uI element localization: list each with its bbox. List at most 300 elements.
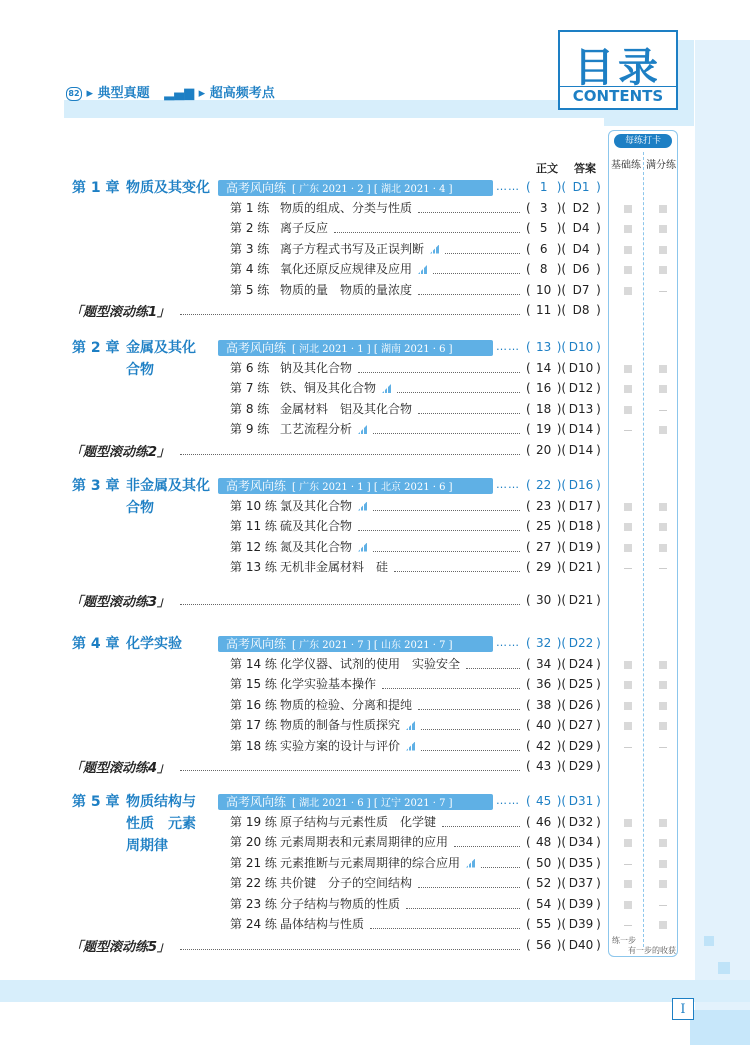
answer-page: D25 [568, 677, 594, 691]
paren: ) [596, 718, 601, 732]
paren: )( [556, 759, 567, 773]
checkin-panel-title: 每练打卡 [614, 134, 672, 148]
rolling-practice-title[interactable]: 「题型滚动练4」 [70, 761, 171, 776]
leader-dots [445, 252, 520, 254]
paren: ) [596, 180, 601, 194]
frequency-bars-icon [406, 721, 415, 730]
paren: ( [526, 498, 531, 513]
chapter-title-line3: 周期律 [126, 838, 168, 854]
paren: ( [526, 855, 531, 870]
exercise-title: 氯及其化合物 [280, 498, 353, 513]
text-page: 29 [536, 560, 552, 574]
brand-logo-icon: 82 [66, 87, 82, 101]
text-page: 54 [536, 896, 552, 911]
answer-page: D2 [572, 200, 590, 215]
checkbox-basic[interactable] [624, 681, 632, 689]
paren: ) [596, 855, 601, 870]
paren: ( [526, 200, 531, 215]
leader-dots: …… [496, 794, 520, 807]
checkbox-basic[interactable] [624, 266, 632, 274]
trend-practice-bar[interactable] [218, 478, 493, 494]
checkbox-basic[interactable] [624, 365, 632, 373]
checkbox-full[interactable] [659, 205, 667, 213]
paren: ( [526, 478, 531, 492]
leader-dots [180, 603, 520, 605]
checkbox-basic-na [624, 430, 632, 431]
trend-practice-label: 高考风向练 [226, 795, 287, 809]
checkbox-full[interactable] [659, 385, 667, 393]
text-page: 34 [536, 656, 552, 671]
checkbox-full[interactable] [659, 365, 667, 373]
answer-page: D14 [568, 422, 594, 436]
checkbox-basic[interactable] [624, 385, 632, 393]
paren: ) [596, 401, 601, 416]
page-ref [526, 303, 606, 317]
paren: ( [526, 718, 531, 732]
paren: ) [596, 539, 601, 554]
page-ref [526, 361, 606, 375]
trend-practice-label: 高考风向练 [226, 637, 287, 651]
exercise-number: 第 19 练 [230, 814, 277, 829]
checkbox-basic-na [624, 747, 632, 748]
frequency-bars-icon [382, 384, 391, 393]
page-ref [526, 201, 606, 215]
paren: ( [526, 896, 531, 911]
trend-practice-label: 高考风向练 [226, 479, 287, 493]
text-page: 20 [536, 442, 552, 457]
rolling-practice-title[interactable]: 「题型滚动练3」 [70, 594, 171, 610]
text-page: 19 [536, 422, 552, 436]
paren: ) [596, 262, 601, 276]
exercise-title: 共价键 分子的空间结构 [280, 876, 413, 890]
col-full-label: 满分练 [646, 160, 676, 171]
chapter-number: 第 4 章 [72, 636, 120, 652]
leader-dots [373, 509, 520, 511]
trend-practice-sources: [ 广东 2021 · 2 ] [ 湖北 2021 · 4 ] [292, 184, 453, 195]
checkbox-full[interactable] [659, 819, 667, 827]
checkbox-basic[interactable] [624, 225, 632, 233]
page-ref [526, 478, 606, 492]
answer-page: D13 [568, 401, 594, 416]
text-page: 11 [536, 303, 552, 317]
arrow-icon: ▸ [198, 86, 206, 101]
text-page: 25 [536, 519, 552, 533]
exercise-entry[interactable] [230, 737, 415, 755]
text-page: 40 [536, 718, 552, 732]
paren: ) [596, 738, 601, 753]
trend-practice-bar[interactable] [218, 180, 493, 196]
rolling-practice-title[interactable]: 「题型滚动练2」 [70, 444, 171, 460]
paren: ( [526, 759, 531, 773]
exercise-entry[interactable] [230, 400, 412, 418]
answer-page: D39 [568, 896, 594, 911]
answer-page: D39 [568, 917, 594, 931]
page-ref [526, 876, 606, 890]
page-ref [526, 856, 606, 870]
exercise-number: 第 10 练 [230, 498, 277, 513]
exercise-number: 第 18 练 [230, 738, 277, 753]
answer-page: D10 [568, 340, 594, 354]
trend-practice-sources: [ 湖北 2021 · 6 ] [ 辽宁 2021 · 7 ] [292, 798, 453, 809]
page-ref [526, 283, 606, 297]
page-ref [526, 560, 606, 574]
paren: ) [596, 759, 601, 773]
text-page: 30 [536, 592, 552, 607]
chapter-number: 第 3 章 [72, 478, 120, 494]
checkbox-full-na [659, 568, 667, 569]
paren: )( [556, 442, 567, 457]
paren: ) [596, 896, 601, 911]
answer-page: D29 [568, 759, 594, 773]
paren: ) [596, 422, 601, 436]
exercise-title: 物质的制备与性质探究 [280, 718, 401, 732]
page-ref [526, 718, 606, 732]
exercise-number: 第 11 练 [230, 519, 277, 533]
exercise-entry[interactable] [230, 219, 328, 237]
header-band [64, 100, 604, 118]
paren: ) [596, 560, 601, 574]
checkbox-basic[interactable] [624, 205, 632, 213]
paren: ) [596, 794, 601, 808]
paren: ) [596, 200, 601, 215]
paren: )( [556, 876, 567, 890]
page-ref [526, 794, 606, 808]
page-ref [526, 657, 606, 671]
trend-practice-bar[interactable] [218, 794, 493, 810]
exercise-entry[interactable] [230, 240, 439, 258]
checkbox-basic[interactable] [624, 287, 632, 295]
leader-dots [481, 866, 520, 868]
answer-page: D21 [568, 592, 594, 607]
exercise-entry[interactable] [230, 281, 412, 299]
rolling-practice-title[interactable]: 「题型滚动练1」 [70, 305, 171, 320]
checkbox-basic-na [624, 864, 632, 865]
footer-band [0, 980, 750, 1002]
frequency-bars-icon [430, 245, 439, 254]
checkbox-basic[interactable] [624, 544, 632, 552]
answer-page: D24 [568, 656, 594, 671]
checkbox-full[interactable] [659, 544, 667, 552]
text-page: 55 [536, 917, 552, 931]
checkbox-basic-na [624, 925, 632, 926]
paren: ) [596, 937, 601, 952]
text-page: 13 [536, 340, 552, 354]
paren: )( [556, 498, 567, 513]
exercise-entry[interactable] [230, 874, 412, 892]
paren: )( [556, 738, 567, 753]
page-ref [526, 739, 606, 753]
leader-dots [180, 769, 520, 771]
leader-dots [418, 211, 520, 213]
text-page: 45 [536, 794, 552, 808]
exercise-number: 第 7 练 [230, 381, 270, 395]
chapter-heading [72, 177, 217, 199]
answer-page: D4 [572, 241, 590, 256]
chapter-number: 第 5 章 [72, 794, 120, 810]
answer-page: D7 [572, 282, 590, 297]
checkbox-full[interactable] [659, 266, 667, 274]
exercise-entry[interactable] [230, 497, 367, 515]
checkbox-full[interactable] [659, 523, 667, 531]
leader-dots [373, 432, 520, 434]
checkbox-full[interactable] [659, 681, 667, 689]
page-title-en: CONTENTS [560, 86, 676, 105]
answer-page: D18 [568, 519, 594, 533]
paren: ( [526, 241, 531, 256]
trend-practice-bar[interactable] [218, 340, 493, 356]
text-page: 50 [536, 855, 552, 870]
paren: ( [526, 401, 531, 416]
exercise-entry[interactable] [230, 915, 364, 933]
checkbox-full-na [659, 905, 667, 906]
paren: ( [526, 340, 531, 354]
exercise-entry[interactable] [230, 716, 415, 734]
answer-page: D29 [568, 738, 594, 753]
paren: )( [556, 381, 567, 395]
frequency-bars-icon [358, 425, 367, 434]
exercise-title: 实验方案的设计与评价 [280, 738, 401, 753]
text-page: 43 [536, 759, 552, 773]
checkbox-basic[interactable] [624, 722, 632, 730]
paren: ) [596, 677, 601, 691]
chapter-title-line2: 性质 元素 [126, 816, 196, 832]
answer-page: D16 [568, 478, 594, 492]
paren: ( [526, 876, 531, 890]
series-left-text: 典型真题 [97, 86, 150, 101]
paren: )( [556, 478, 567, 492]
leader-dots [358, 371, 520, 373]
text-page: 22 [536, 478, 552, 492]
deco-square [718, 962, 730, 974]
checkbox-basic[interactable] [624, 819, 632, 827]
exercise-title: 钠及其化合物 [280, 360, 353, 375]
paren: ( [526, 422, 531, 436]
paren: ( [526, 519, 531, 533]
answer-page: D21 [568, 560, 594, 574]
paren: ( [526, 917, 531, 931]
exercise-title: 金属材料 铝及其化合物 [280, 401, 413, 416]
exercise-number: 第 6 练 [230, 360, 270, 375]
paren: ( [526, 794, 531, 808]
trend-practice-label: 高考风向练 [226, 341, 287, 355]
paren: )( [556, 896, 567, 911]
paren: )( [556, 636, 567, 650]
chapter-title: 物质及其变化 [126, 180, 210, 196]
page-ref [526, 519, 606, 533]
trend-practice-bar[interactable] [218, 636, 493, 652]
chapter-number: 第 1 章 [72, 180, 120, 196]
checkbox-basic[interactable] [624, 246, 632, 254]
exercise-title: 氧化还原反应规律及应用 [280, 262, 413, 276]
text-page: 27 [536, 539, 552, 554]
leader-dots [382, 687, 520, 689]
paren: ( [526, 814, 531, 829]
leader-dots: …… [496, 340, 520, 353]
exercise-title: 工艺流程分析 [280, 422, 353, 436]
exercise-number: 第 2 练 [230, 221, 270, 235]
text-page: 6 [539, 241, 548, 256]
answer-page: D40 [568, 937, 594, 952]
checkbox-basic[interactable] [624, 901, 632, 909]
checkbox-full[interactable] [659, 722, 667, 730]
text-page: 10 [536, 282, 552, 297]
answer-page: D8 [572, 303, 590, 317]
exercise-title: 离子方程式书写及正误判断 [280, 241, 425, 256]
paren: ) [596, 241, 601, 256]
exercise-entry[interactable] [230, 379, 391, 397]
checkbox-basic[interactable] [624, 880, 632, 888]
title-box [558, 30, 678, 110]
checkbox-basic[interactable] [624, 839, 632, 847]
leader-dots [397, 391, 520, 393]
checkbox-full[interactable] [659, 661, 667, 669]
exercise-entry[interactable] [230, 558, 388, 576]
paren: )( [556, 794, 567, 808]
text-page: 36 [536, 677, 552, 691]
paren: ( [526, 442, 531, 457]
paren: )( [556, 180, 567, 194]
paren: ( [526, 592, 531, 607]
exercise-title: 无机非金属材料 硅 [280, 560, 389, 574]
exercise-entry[interactable] [230, 675, 376, 693]
page-ref [526, 540, 606, 554]
exercise-entry[interactable] [230, 260, 427, 278]
checkbox-basic[interactable] [624, 503, 632, 511]
paren: ( [526, 656, 531, 671]
text-page: 23 [536, 498, 552, 513]
paren: )( [556, 855, 567, 870]
exercise-title: 原子结构与元素性质 化学键 [280, 814, 437, 829]
chapter-title: 非金属及其化 [126, 478, 210, 494]
leader-dots [406, 907, 520, 909]
exercise-entry[interactable] [230, 655, 460, 673]
leader-dots [421, 749, 520, 751]
checkbox-basic[interactable] [624, 406, 632, 414]
text-page: 56 [536, 937, 552, 952]
exercise-title: 氮及其化合物 [280, 539, 353, 554]
paren: )( [556, 221, 567, 235]
paren: )( [556, 539, 567, 554]
checkbox-full[interactable] [659, 503, 667, 511]
chapter-heading [72, 337, 217, 381]
panel-footer [612, 936, 676, 956]
exercise-entry[interactable] [230, 895, 400, 913]
exercise-number: 第 1 练 [230, 200, 270, 215]
checkbox-basic[interactable] [624, 702, 632, 710]
checkbox-full[interactable] [659, 426, 667, 434]
trend-practice-sources: [ 广东 2021 · 1 ] [ 北京 2021 · 6 ] [292, 482, 453, 493]
exercise-entry[interactable] [230, 696, 412, 714]
page-ref [526, 340, 606, 354]
frequency-bars-icon [406, 742, 415, 751]
checkbox-basic[interactable] [624, 523, 632, 531]
page-ref [526, 381, 606, 395]
leader-dots [358, 529, 520, 531]
chapter-title: 物质结构与 [126, 794, 196, 810]
exercise-entry[interactable] [230, 854, 475, 872]
answer-page: D34 [568, 835, 594, 849]
checkbox-full[interactable] [659, 860, 667, 868]
rolling-practice-title[interactable]: 「题型滚动练5」 [70, 939, 171, 955]
text-page: 52 [536, 876, 552, 890]
answer-page: D4 [572, 221, 590, 235]
page-title: 目录 [574, 45, 662, 91]
exercise-entry[interactable] [230, 538, 367, 556]
paren: ( [526, 560, 531, 574]
exercise-entry[interactable] [230, 813, 436, 831]
answer-page: D37 [568, 876, 594, 890]
exercise-number: 第 15 练 [230, 677, 277, 691]
answer-page: D12 [568, 381, 594, 395]
frequency-bars-icon [358, 543, 367, 552]
bar-chart-icon: ▂▄▆ [164, 86, 195, 101]
checkbox-full[interactable] [659, 921, 667, 929]
paren: ( [526, 381, 531, 395]
panel-footer-line1: 练一步 [612, 936, 636, 945]
exercise-entry[interactable] [230, 359, 352, 377]
exercise-title: 晶体结构与性质 [280, 917, 365, 931]
page-number: I [672, 998, 694, 1020]
exercise-number: 第 16 练 [230, 697, 277, 712]
exercise-entry[interactable] [230, 833, 448, 851]
exercise-title: 分子结构与物质的性质 [280, 896, 401, 911]
exercise-number: 第 24 练 [230, 917, 277, 931]
deco-square [690, 1010, 750, 1045]
exercise-number: 第 4 练 [230, 262, 270, 276]
exercise-number: 第 14 练 [230, 656, 277, 671]
col-basic-label: 基础练 [611, 160, 641, 171]
exercise-number: 第 21 练 [230, 855, 277, 870]
answer-page: D14 [568, 442, 594, 457]
checkbox-full[interactable] [659, 880, 667, 888]
paren: ( [526, 180, 531, 194]
exercise-title: 化学仪器、试剂的使用 实验安全 [280, 656, 461, 671]
checkbox-full[interactable] [659, 702, 667, 710]
exercise-entry[interactable] [230, 420, 367, 438]
page-ref [526, 180, 606, 194]
deco-square [704, 936, 714, 946]
right-gutter [695, 40, 750, 1045]
paren: ) [596, 381, 601, 395]
paren: )( [556, 592, 567, 607]
paren: ( [526, 677, 531, 691]
exercise-entry[interactable] [230, 517, 352, 535]
trend-practice-sources: [ 河北 2021 · 1 ] [ 湖南 2021 · 6 ] [292, 344, 453, 355]
leader-dots: …… [496, 636, 520, 649]
page-ref [526, 917, 606, 931]
paren: ( [526, 262, 531, 276]
text-page: 8 [539, 262, 548, 276]
chapter-heading [72, 791, 217, 857]
checkbox-basic[interactable] [624, 661, 632, 669]
checkbox-full[interactable] [659, 225, 667, 233]
exercise-entry[interactable] [230, 199, 412, 217]
panel-footer-line2: 有一步的收获 [628, 946, 676, 955]
paren: ( [526, 835, 531, 849]
checkbox-full[interactable] [659, 246, 667, 254]
page-ref [526, 759, 606, 773]
paren: )( [556, 241, 567, 256]
checkbox-full[interactable] [659, 839, 667, 847]
leader-dots [180, 313, 520, 315]
paren: )( [556, 560, 567, 574]
exercise-title: 物质的组成、分类与性质 [280, 200, 413, 215]
exercise-number: 第 23 练 [230, 896, 277, 911]
paren: ) [596, 656, 601, 671]
text-page: 14 [536, 360, 552, 375]
page-ref [526, 242, 606, 256]
panel-divider [643, 152, 644, 947]
